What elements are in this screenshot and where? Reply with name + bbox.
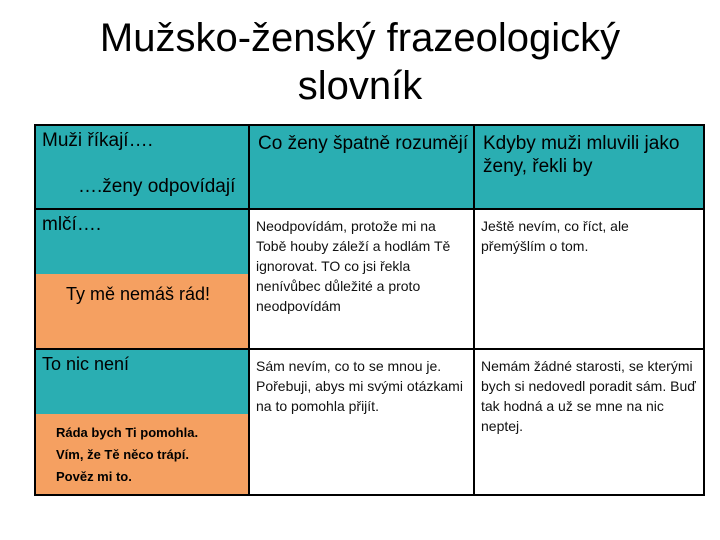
row1-left-cell (35, 209, 249, 349)
title-line-2: slovník (297, 64, 423, 108)
title-line-1: Mužsko-ženský frazeologický (99, 16, 621, 60)
table-row (35, 349, 704, 495)
row1-men-text: mlčí…. (42, 214, 102, 235)
row2-misunderstand: Sám nevím, co to se mnou je. Pořebuji, abys mi svými otázkami na to pomohla přijít. (249, 349, 474, 495)
row1-men-block (36, 210, 248, 274)
row2-women-line-1: Ráda bych Ti pomohla. (56, 425, 199, 440)
row2-if-men-spoke: Nemám žádné starosti, se kterými bych si nedovedl poradit sám. Buď tak hodná a už se mne na nic neptej. (474, 349, 704, 495)
slide-title (0, 14, 720, 110)
table-row (35, 209, 704, 349)
row2-left-cell (35, 349, 249, 495)
header-men-say: Muži říkají…. (42, 130, 153, 151)
row2-men-text: To nic není (42, 354, 130, 374)
row2-women-line-3: Pověz mi to. (56, 469, 132, 484)
row2-men-block (36, 350, 248, 414)
row1-women-text: Ty mě nemáš rád! (66, 284, 211, 304)
header-men-women-cell (35, 125, 249, 209)
row2-women-text (56, 422, 198, 488)
header-row (35, 125, 704, 209)
header-misunderstand: Co ženy špatně rozumějí (249, 125, 474, 209)
phrasebook-table (34, 124, 705, 496)
row1-if-men-spoke: Ještě nevím, co říct, ale přemýšlím o tom. (474, 209, 704, 349)
row1-women-block (36, 274, 248, 348)
header-if-men-spoke: Kdyby muži mluvili jako ženy, řekli by (474, 125, 704, 209)
row1-misunderstand: Neodpovídám, protože mi na Tobě houby záleží a hodlám Tě ignorovat. TO co jsi řekla nenívůbec důležité a proto neodpovídám (249, 209, 474, 349)
row2-women-line-2: Vím, že Tě něco trápí. (56, 447, 189, 462)
row2-women-block (36, 414, 248, 494)
header-women-answer: ….ženy odpovídají (78, 176, 236, 197)
